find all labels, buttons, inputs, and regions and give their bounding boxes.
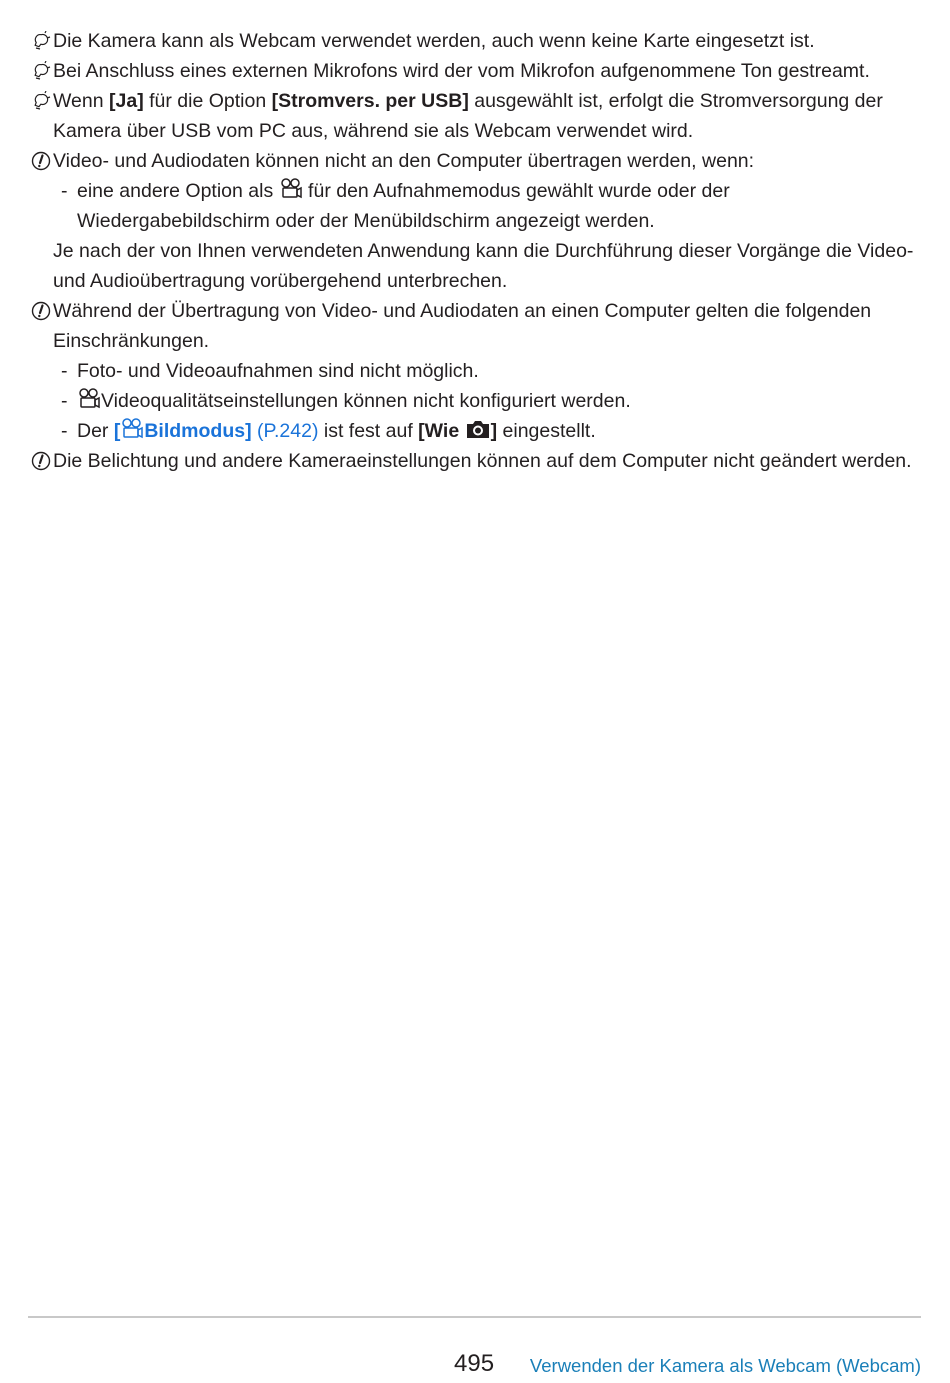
caution-item bbox=[31, 296, 926, 356]
sub-text-pre: eine andere Option als bbox=[77, 180, 279, 202]
sub-text-post: für den Aufnahmemodus gewählt wurde oder der Wiedergabebildschirm oder der Menübildschirm angezeigt werden. bbox=[77, 180, 730, 232]
page-number: 495 bbox=[454, 1350, 495, 1377]
tip-item bbox=[31, 56, 926, 86]
setting-name-usb-power: [Stromvers. per USB] bbox=[271, 90, 469, 112]
tip-item bbox=[31, 26, 926, 56]
page-reference-link[interactable]: (P.242) bbox=[251, 420, 319, 442]
caution-exclamation-icon bbox=[31, 151, 51, 171]
bildmodus-link[interactable] bbox=[114, 420, 252, 442]
document-body bbox=[31, 26, 926, 476]
sub-text-pre: Der bbox=[77, 420, 114, 442]
tip-text-pre: Wenn bbox=[53, 90, 110, 112]
caution-item bbox=[31, 146, 926, 176]
running-title: Verwenden der Kamera als Webcam (Webcam) bbox=[529, 1355, 921, 1376]
caution-text: Die Belichtung und andere Kameraeinstellungen können auf dem Computer nicht geändert werden. bbox=[53, 450, 912, 472]
caution-exclamation-icon bbox=[31, 451, 51, 471]
tip-text: Die Kamera kann als Webcam verwendet werden, auch wenn keine Karte eingesetzt ist. bbox=[53, 30, 815, 52]
setting-value-ja: [Ja] bbox=[109, 90, 144, 112]
movie-camera-icon bbox=[77, 388, 101, 410]
movie-camera-icon bbox=[120, 418, 144, 440]
dash-marker: - bbox=[61, 390, 68, 412]
sub-list-item bbox=[31, 356, 926, 386]
tip-text-post: ausgewählt ist, erfolgt die Stromversorgung der Kamera über USB vom PC aus, während sie als Webcam verwendet wird. bbox=[53, 90, 883, 142]
tip-text: Bei Anschluss eines externen Mikrofons wird der vom Mikrofon aufgenommene Ton gestreamt. bbox=[53, 60, 870, 82]
movie-camera-icon bbox=[279, 178, 303, 200]
setting-value-wie: [Wie bbox=[418, 420, 465, 442]
link-label: Bildmodus] bbox=[144, 420, 252, 442]
sub-list-item bbox=[31, 416, 926, 446]
dash-marker: - bbox=[61, 420, 68, 442]
footer-divider bbox=[28, 1316, 921, 1318]
lightbulb-tip-icon bbox=[31, 31, 51, 51]
sub-text-mid: ist fest auf bbox=[318, 420, 419, 442]
dash-marker: - bbox=[61, 360, 68, 382]
lightbulb-tip-icon bbox=[31, 61, 51, 81]
sub-list-item bbox=[31, 386, 926, 416]
sub-text: Videoqualitätseinstellungen können nicht konfiguriert werden. bbox=[101, 390, 631, 412]
tip-item bbox=[31, 86, 926, 146]
sub-list-item bbox=[31, 176, 926, 236]
sub-text: Foto- und Videoaufnahmen sind nicht möglich. bbox=[77, 360, 479, 382]
sub-text-post: eingestellt. bbox=[497, 420, 596, 442]
caution-exclamation-icon bbox=[31, 301, 51, 321]
setting-close-bracket: ] bbox=[490, 420, 498, 442]
tip-text-mid: für die Option bbox=[143, 90, 272, 112]
caution-text: Video- und Audiodaten können nicht an den Computer übertragen werden, wenn: bbox=[53, 150, 755, 172]
caution-text: Während der Übertragung von Video- und Audiodaten an einen Computer gelten die folgenden Einschränkungen. bbox=[53, 300, 872, 352]
still-camera-icon bbox=[465, 418, 491, 440]
lightbulb-tip-icon bbox=[31, 91, 51, 111]
dash-marker: - bbox=[61, 180, 68, 202]
link-bracket: [ bbox=[113, 420, 121, 442]
caution-item bbox=[31, 446, 926, 476]
note-paragraph: Je nach der von Ihnen verwendeten Anwendung kann die Durchführung dieser Vorgänge die Video- und Audioübertragung vorübergehend unterbrechen. bbox=[53, 240, 914, 292]
